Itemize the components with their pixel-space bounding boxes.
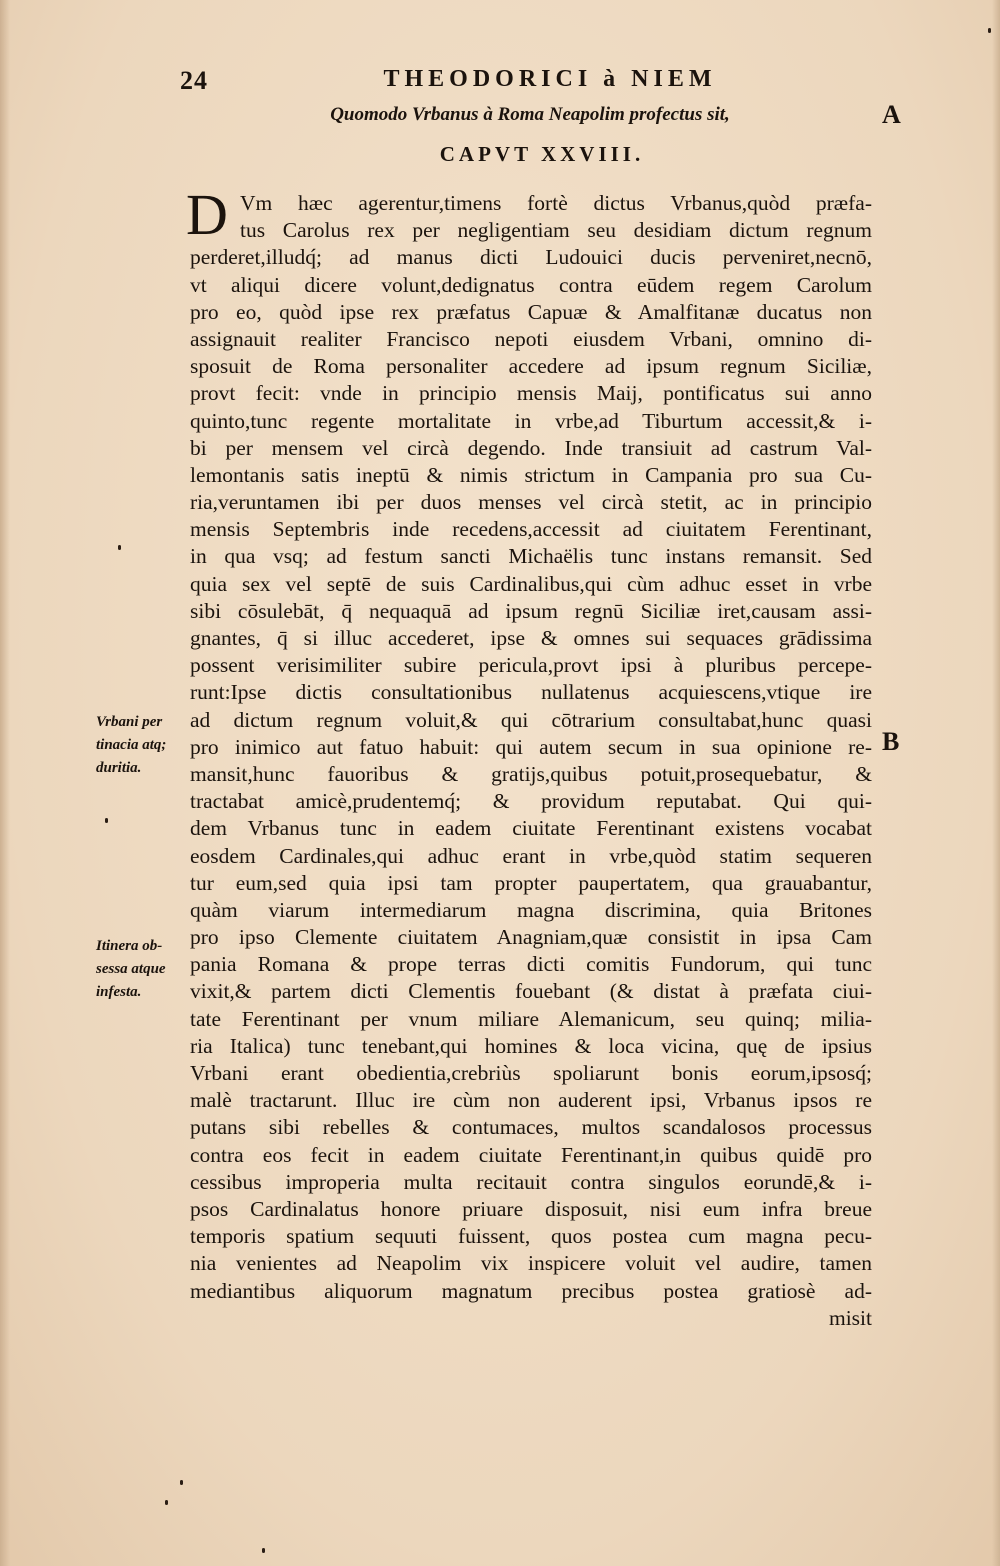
body-line: putans sibi rebelles & contumaces, multos scandalosos processus [190, 1115, 872, 1140]
body-line: assignauit realiter Francisco nepoti eiusdem Vrbani, omnino di- [190, 326, 872, 351]
running-head: THEODORICI à NIEM [383, 66, 717, 92]
body-line: ad dictum regnum voluit,& qui cōtrarium consultabat,hunc quasi [190, 707, 872, 732]
body-line: contra eos fecit in eadem ciuitate Ferentinant,in quibus quidē pro [190, 1142, 872, 1167]
body-line: tate Ferentinant per vnum miliare Alemanicum, seu quinq; milia- [190, 1006, 872, 1031]
body-line: quia sex vel septē de suis Cardinalibus,qui cùm adhuc esset in vrbe [190, 571, 872, 596]
body-line: psos Cardinalatus honore priuare disposuit, nisi eum infra breue [190, 1196, 872, 1221]
body-text [190, 190, 872, 1332]
body-line: nia venientes ad Neapolim vix inspicere voluit vel audire, tamen [190, 1251, 872, 1276]
ink-speck [180, 1480, 183, 1485]
body-line: eosdem Cardinales,qui adhuc erant in vrbe,quòd statim sequeren [190, 843, 872, 868]
body-line: tus Carolus rex per negligentiam seu desidiam dictum regnum [240, 218, 872, 243]
body-line: cessibus improperia multa recitauit contra singulos eorundē,& i- [190, 1169, 872, 1194]
body-line: Vm hæc agerentur,timens fortè dictus Vrbanus,quòd præfa- [240, 191, 872, 215]
margin-note-obstinacy [96, 711, 186, 780]
body-line: lemontanis satis ineptū & nimis strictum in Campania pro sua Cu- [190, 462, 872, 487]
body-line: tractabat amicè,prudentemq́; & providum reputabat. Qui qui- [190, 789, 872, 814]
body-line: bi per mensem vel circà degendo. Inde transiuit ad castrum Val- [190, 435, 872, 460]
section-marker-b: B [882, 727, 900, 756]
margin-note-line: Itinera ob- [96, 938, 163, 954]
ink-speck [118, 545, 121, 550]
margin-note-line: Vrbani per [96, 714, 163, 730]
ink-speck [105, 818, 108, 823]
body-line: pro eo, quòd ipse rex præfatus Capuæ & Amalfitanæ ducatus non [190, 299, 872, 324]
ink-speck [165, 1500, 168, 1505]
body-line: in qua vsq; ad festum sancti Michaëlis tunc instans remansit. Sed [190, 544, 872, 569]
body-line: pania Romana & prope terras dicti comitis Fundorum, qui tunc [190, 952, 872, 977]
body-line: provt fecit: vnde in principio mensis Maij, pontificatus sui anno [190, 381, 872, 406]
section-marker-a: A [882, 100, 901, 129]
margin-note-roads [96, 935, 186, 1004]
body-line: ria,veruntamen ibi per duos menses vel circà stetit, ac in principio [190, 490, 872, 515]
body-line: mansit,hunc fauoribus & gratijs,quibus potuit,prosequebatur, & [190, 761, 872, 786]
body-line: dem Vrbanus tunc in eadem ciuitate Ferentinant existens vocabat [190, 816, 872, 841]
body-line: temporis spatium sequuti fuissent, quos postea cum magna pecu- [190, 1224, 872, 1249]
body-line: misit [828, 1305, 872, 1330]
body-line: vixit,& partem dicti Clementis fouebant (& distat à præfata ciui- [190, 979, 872, 1004]
drop-cap: D [186, 182, 228, 247]
body-line: gnantes, q̄ si illuc accederet, ipse & omnes sui sequaces grādissima [190, 626, 872, 650]
chapter-heading: CAPVT XXVIII. [439, 142, 645, 166]
body-line: Vrbani erant obedientia,crebriùs spoliarunt bonis eorum,ipsosq́; [190, 1061, 872, 1085]
margin-note-line: duritia. [96, 760, 142, 776]
body-line: quinto,tunc regente mortalitate in vrbe,ad Tiburtum accessit,& i- [190, 408, 872, 433]
body-line: possent verisimiliter subire pericula,provt ipsi à pluribus percepe- [190, 653, 872, 678]
body-line: tur eum,sed quia ipsi tam propter paupertatem, qua grauabantur, [190, 870, 872, 895]
body-line: quàm viarum intermediarum magna discrimina, quia Britones [190, 897, 872, 922]
ink-speck [988, 28, 991, 33]
margin-note-line: sessa atque [96, 961, 166, 977]
page-number: 24 [180, 66, 208, 95]
body-line: runt:Ipse dictis consultationibus nullatenus acquiescens,vtique ire [190, 680, 872, 705]
body-line: mediantibus aliquorum magnatum precibus postea gratiosè ad- [190, 1278, 872, 1303]
body-line: sibi cōsulebāt, q̄ nequaquā ad ipsum regnū Siciliæ iret,causam assi- [190, 598, 872, 623]
chapter-subtitle: Quomodo Vrbanus à Roma Neapolim profectus sit, [330, 104, 730, 125]
body-line: sposuit de Roma personaliter accedere ad ipsum regnum Siciliæ, [190, 354, 872, 379]
body-line: perderet,illudq́; ad manus dicti Ludouici ducis perveniret,necnō, [190, 245, 872, 270]
body-line: pro ipso Clemente ciuitatem Anagniam,quæ consistit in ipsa Cam [190, 925, 872, 950]
body-line: malè tractarunt. Illuc ire cùm non auderent ipsi, Vrbanus ipsos re [190, 1088, 872, 1113]
body-line: pro inimico aut fatuo habuit: qui autem secum in sua opinione re- [190, 734, 872, 759]
body-line: mensis Septembris inde recedens,accessit ad ciuitatem Ferentinant, [190, 517, 872, 542]
ink-speck [262, 1548, 265, 1553]
page-edge-left [0, 0, 10, 1566]
margin-note-line: tinacia atq; [96, 737, 167, 753]
page-edge-right [992, 0, 1000, 1566]
margin-note-line: infesta. [96, 984, 142, 1000]
body-line: ria Italica) tunc tenebant,qui homines & loca vicina, quę de ipsius [190, 1033, 872, 1058]
body-line: vt aliqui dicere volunt,dedignatus contra eūdem regem Carolum [190, 272, 872, 297]
